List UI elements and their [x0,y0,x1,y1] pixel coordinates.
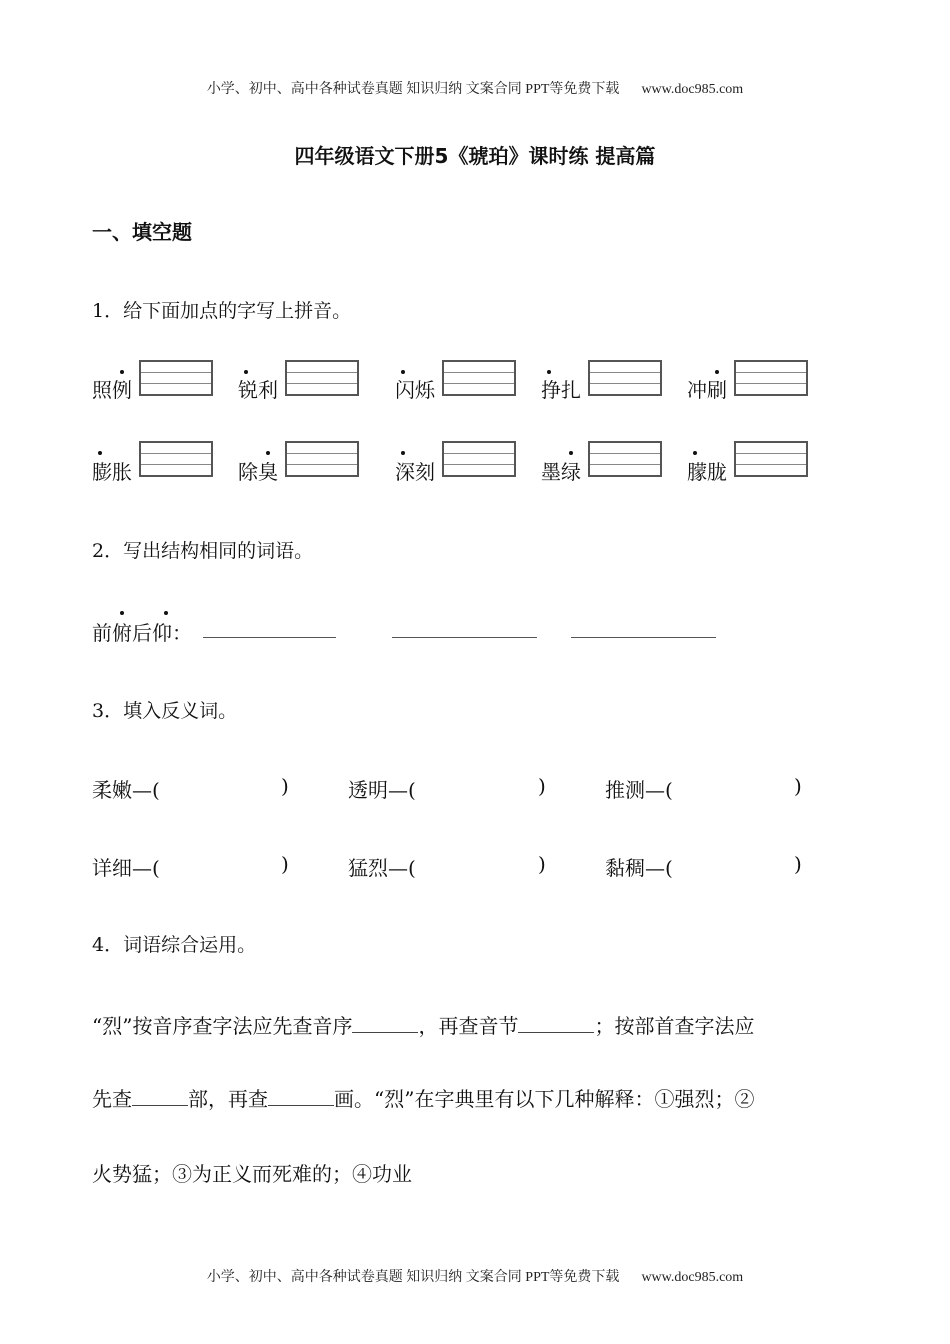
footer-url[interactable]: www.doc985.com [641,1270,744,1285]
word-item: 朦胧 [687,460,727,484]
section-heading: 一、填空题 [92,220,192,244]
answer-blank[interactable] [392,637,537,638]
emphasis-dot [547,370,551,374]
pinyin-box[interactable] [139,360,213,396]
antonym-item: 黏稠—( [605,856,673,880]
pinyin-box[interactable] [442,360,516,396]
text-segment: 画。“烈”在字典里有以下几种解释：①强烈；② [334,1087,755,1111]
question-2-label: 前俯后仰： [92,621,192,645]
word-item: 冲刷 [687,378,727,402]
text-segment: 先查 [92,1087,132,1111]
word-item: 挣扎 [541,378,581,402]
pinyin-box[interactable] [588,360,662,396]
emphasis-dot [244,370,248,374]
close-paren: ) [538,774,546,798]
header-text: 小学、初中、高中各种试卷真题 知识归纳 文案合同 PPT等免费下载 [206,82,620,97]
emphasis-dot [401,451,405,455]
word-item: 深刻 [395,460,435,484]
question-4-line-2 [92,1083,754,1112]
close-paren: ) [281,774,289,798]
page-footer [0,1266,950,1286]
antonym-item: 柔嫩—( [92,778,160,802]
antonym-item: 透明—( [348,778,416,802]
pinyin-box[interactable] [588,441,662,477]
emphasis-dot [120,370,124,374]
question-3-prompt: 3．填入反义词。 [92,700,238,722]
question-4-line-1 [92,1010,754,1039]
emphasis-dot [693,451,697,455]
question-2-prompt: 2．写出结构相同的词语。 [92,540,314,562]
word-item: 照例 [92,378,132,402]
word-item: 除臭 [238,460,278,484]
text-segment: ，再查音节 [418,1014,519,1038]
emphasis-dot [401,370,405,374]
question-4-line-3: 火势猛；③为正义而死难的；④功业 [92,1162,412,1186]
text-segment: 部，再查 [188,1087,268,1111]
emphasis-dot [569,451,573,455]
question-1-prompt: 1．给下面加点的字写上拼音。 [92,300,352,322]
emphasis-dot [164,611,168,615]
footer-text: 小学、初中、高中各种试卷真题 知识归纳 文案合同 PPT等免费下载 [206,1270,620,1285]
answer-blank[interactable] [518,1014,594,1033]
pinyin-box[interactable] [734,441,808,477]
word-item: 闪烁 [395,378,435,402]
emphasis-dot [98,451,102,455]
close-paren: ) [281,852,289,876]
answer-blank[interactable] [352,1014,418,1033]
word-item: 锐利 [238,378,278,402]
document-title: 四年级语文下册5《琥珀》课时练 提高篇 [294,144,656,168]
text-segment: “烈”按音序查字法应先查音序 [92,1014,353,1038]
close-paren: ) [538,852,546,876]
text-segment: ；按部首查字法应 [594,1014,755,1038]
answer-blank[interactable] [203,637,336,638]
question-4-prompt: 4．词语综合运用。 [92,934,257,956]
pinyin-box[interactable] [442,441,516,477]
emphasis-dot [715,370,719,374]
word-item: 墨绿 [541,460,581,484]
antonym-item: 猛烈—( [348,856,416,880]
header-url[interactable]: www.doc985.com [641,82,744,97]
close-paren: ) [794,852,802,876]
pinyin-box[interactable] [285,360,359,396]
page-header [0,78,950,98]
emphasis-dot [266,451,270,455]
emphasis-dot [120,611,124,615]
antonym-item: 推测—( [605,778,673,802]
answer-blank[interactable] [268,1087,334,1106]
antonym-item: 详细—( [92,856,160,880]
close-paren: ) [794,774,802,798]
answer-blank[interactable] [571,637,716,638]
word-item: 膨胀 [92,460,132,484]
pinyin-box[interactable] [734,360,808,396]
pinyin-box[interactable] [285,441,359,477]
answer-blank[interactable] [132,1087,188,1106]
pinyin-box[interactable] [139,441,213,477]
